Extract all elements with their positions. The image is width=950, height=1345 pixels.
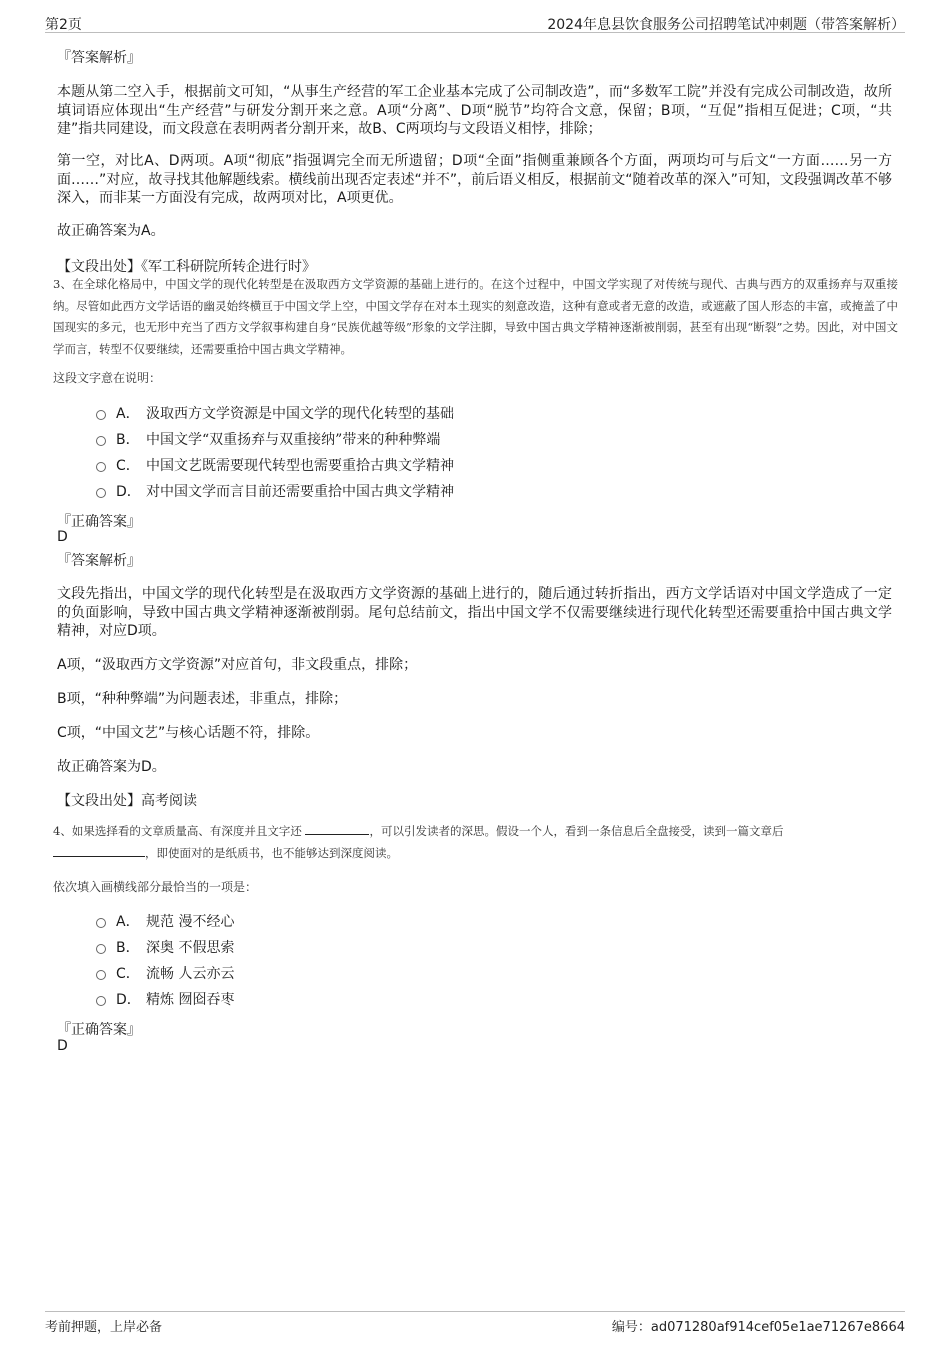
q4-option-b[interactable]: B． 深奥 不假思索 — [96, 937, 234, 957]
radio-icon[interactable] — [96, 410, 106, 420]
q3-question-text: 3、在全球化格局中，中国文学的现代化转型是在汲取西方文学资源的基础上进行的。在这个过程中，中国文学实现了对传统与现代、古典与西方的双重扬弃与双重接纳。尽管如此西方文学话语的幽灵始终横亘于中国文学上空，中国文学存在对本土现实的刻意改造，这种有意或者无意的改造，或遮蔽了国人形态的丰富，或掩盖了中国现实的多元，也无形中充当了西方文学叙事构建自身“民族优越等级”形象的文学注脚，导致中国古典文学精神逐渐被削弱，甚至有出现“断裂”之势。因此，对中国文学而言，转型不仅要继续，还需要重拾中国古典文学精神。 — [53, 277, 898, 356]
q4-option-c[interactable]: C． 流畅 人云亦云 — [96, 963, 234, 983]
radio-icon[interactable] — [96, 462, 106, 472]
page-footer — [45, 1311, 905, 1334]
radio-icon[interactable] — [96, 996, 106, 1006]
document-code: 编号：ad071280af914cef05e1ae71267e8664 — [611, 1320, 905, 1335]
page-header — [45, 10, 905, 33]
q3-prompt: 这段文字意在说明： — [53, 371, 162, 385]
radio-icon[interactable] — [96, 944, 106, 954]
q2-analysis-paragraph-2: 第一空，对比A、D两项。A项“彻底”指强调完全而无所遗留；D项“全面”指侧重兼顾各个方面，两项均可与后文“一方面……另一方面……”对应，故寻找其他解题线索。横线前出现否定表述“并不”，前后语义相反，根据前文“随着改革的深入”可知，文段强调改革不够深入，而非某一方面没有完成，故两项对比，A项更优。 — [57, 153, 892, 206]
q4-prompt: 依次填入画横线部分最恰当的一项是： — [53, 880, 258, 894]
q3-analysis-option-b: B项，“种种弊端”为问题表述，非重点，排除； — [57, 691, 348, 707]
q2-source: 【文段出处】《军工科研院所转企进行时》 — [57, 259, 316, 275]
fill-blank-2[interactable] — [53, 844, 145, 857]
q3-option-d[interactable]: D． 对中国文学而言目前还需要重拾中国古典文学精神 — [96, 481, 454, 501]
fill-blank-1[interactable] — [305, 822, 369, 835]
q4-option-d[interactable]: D． 精炼 囫囵吞枣 — [96, 989, 234, 1009]
q3-analysis-label: 『答案解析』 — [57, 553, 141, 569]
q3-analysis-paragraph-1: 文段先指出，中国文学的现代化转型是在汲取西方文学资源的基础上进行的，随后通过转折指出，西方文学话语对中国文学造成了一定的负面影响，导致中国古典文学精神逐渐被削弱。尾句总结前文，指出中国文学不仅需要继续进行现代化转型还需要重拾中国古典文学精神，对应D项。 — [57, 586, 892, 639]
q3-answer: D — [57, 529, 68, 545]
q3-conclusion: 故正确答案为D。 — [57, 759, 166, 775]
footer-slogan: 考前押题，上岸必备 — [45, 1320, 163, 1335]
radio-icon[interactable] — [96, 488, 106, 498]
document-title: 2024年息县饮食服务公司招聘笔试冲刺题（带答案解析） — [547, 17, 905, 33]
radio-icon[interactable] — [96, 918, 106, 928]
radio-icon[interactable] — [96, 970, 106, 980]
q2-conclusion: 故正确答案为A。 — [57, 223, 165, 239]
q2-analysis-label: 『答案解析』 — [57, 50, 141, 66]
q4-answer: D — [57, 1038, 68, 1054]
q3-source: 【文段出处】高考阅读 — [57, 793, 197, 809]
q4-answer-label: 『正确答案』 — [57, 1022, 141, 1038]
q4-option-a[interactable]: A． 规范 漫不经心 — [96, 911, 234, 931]
q4-question-text: 4、如果选择看的文章质量高、有深度并且文字还 ，可以引发读者的深思。假设一个人，看到一条信息后全盘接受，读到一篇文章后 ，即使面对的是纸质书，也不能够达到深度阅读。 — [53, 824, 784, 860]
q2-analysis-paragraph-1: 本题从第二空入手，根据前文可知，“从事生产经营的军工企业基本完成了公司制改造”，而“多数军工院”并没有完成公司制改造，故所填词语应体现出“生产经营”与研发分割开来之意。A项“分离”、D项“脱节”均符合文意，保留；B项，“互促”指相互促进；C项，“共建”指共同建设，而文段意在表明两者分割开来，故B、C两项均与文段语义相悖，排除； — [57, 84, 892, 137]
q3-answer-label: 『正确答案』 — [57, 514, 141, 530]
q3-option-a[interactable]: A． 汲取西方文学资源是中国文学的现代化转型的基础 — [96, 403, 454, 423]
q3-option-b[interactable]: B． 中国文学“双重扬弃与双重接纳”带来的种种弊端 — [96, 429, 440, 449]
radio-icon[interactable] — [96, 436, 106, 446]
page-number: 第2页 — [45, 17, 82, 33]
q3-option-c[interactable]: C． 中国文艺既需要现代转型也需要重拾古典文学精神 — [96, 455, 454, 475]
q3-analysis-option-a: A项，“汲取西方文学资源”对应首句，非文段重点，排除； — [57, 657, 418, 673]
q3-analysis-option-c: C项，“中国文艺”与核心话题不符，排除。 — [57, 725, 320, 741]
